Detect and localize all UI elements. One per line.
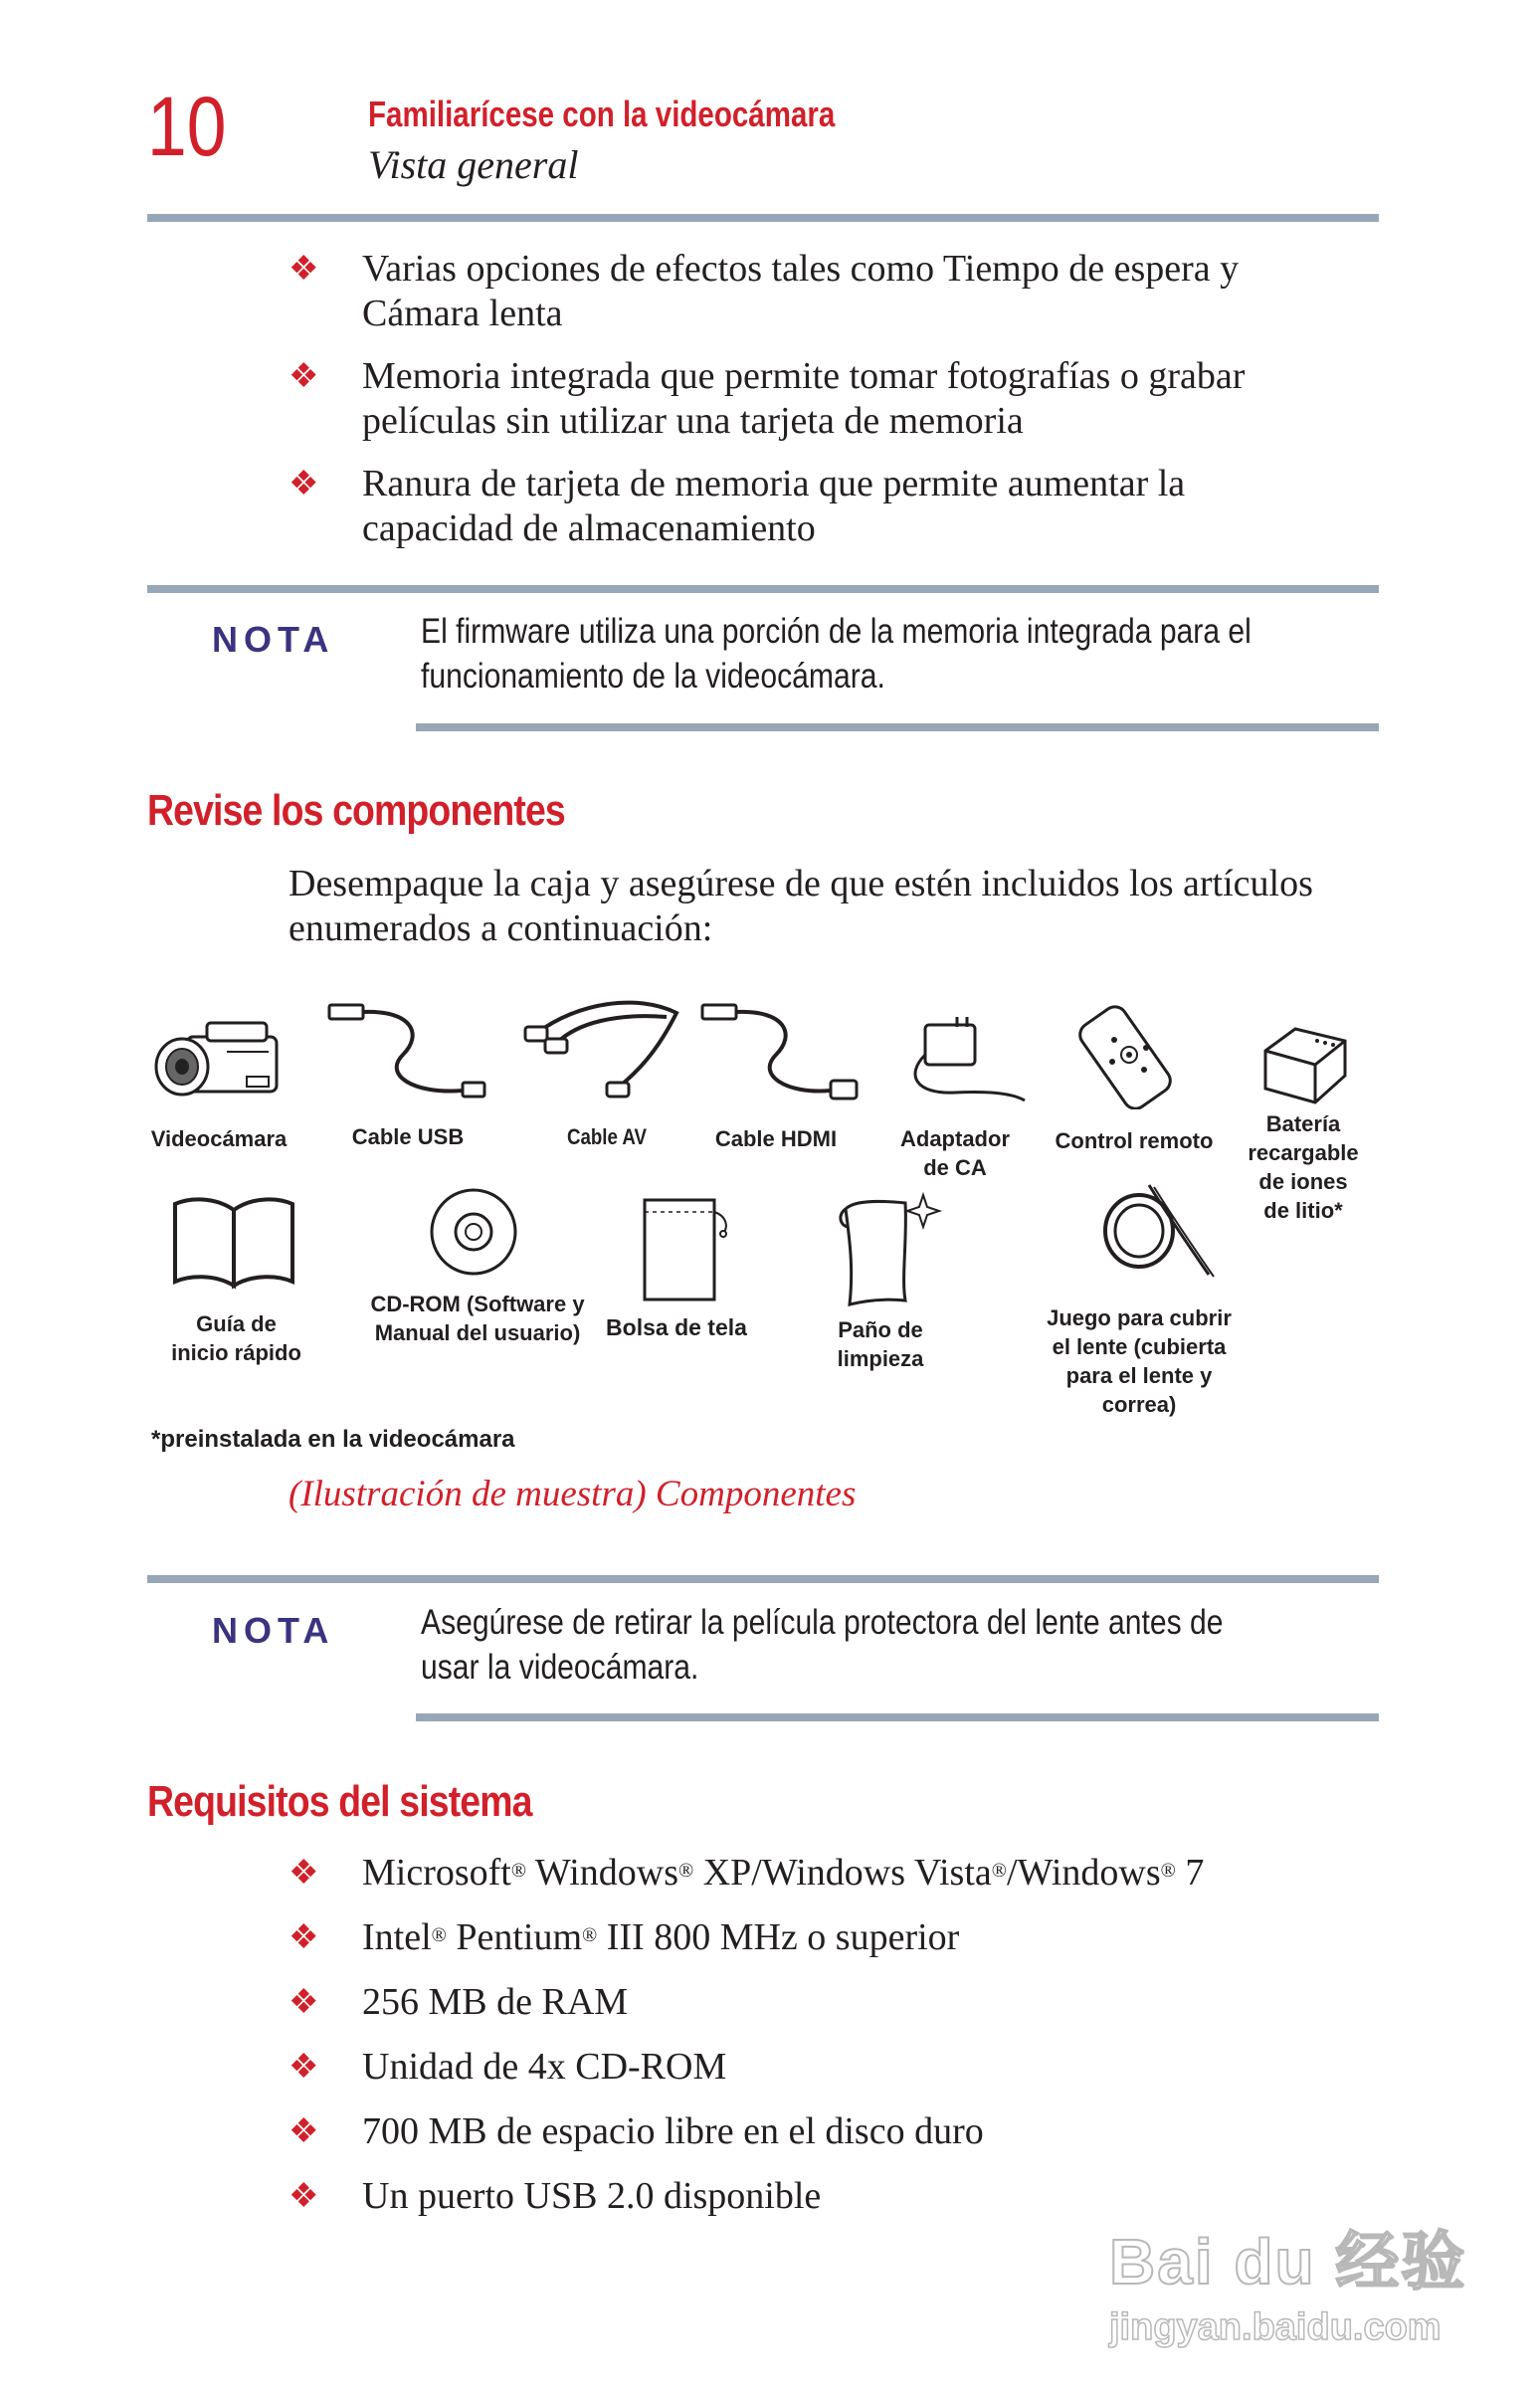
note1-top-rule (147, 585, 1379, 593)
diamond-bullet-icon: ❖ (289, 1919, 319, 1956)
diamond-bullet-icon: ❖ (289, 1855, 319, 1892)
list-item: ❖ Microsoft® Windows® XP/Windows Vista®/Windows® 7 (289, 1852, 1205, 1894)
usb-cable-illustration (323, 995, 502, 1106)
diamond-bullet-icon: ❖ (289, 251, 319, 288)
components-intro: Desempaque la caja y asegúrese de que estén incluidos los artículos enumerados a continuación: (289, 863, 1313, 949)
lens-cover-kit-illustration (1094, 1179, 1224, 1289)
list-item: ❖ 256 MB de RAM (289, 1981, 629, 2023)
list-item: ❖ 700 MB de espacio libre en el disco duro (289, 2110, 984, 2152)
list-item: ❖ Un puerto USB 2.0 disponible (289, 2175, 822, 2217)
label-cleaning-cloth: Paño de limpieza (837, 1317, 924, 1371)
figure-caption: (Ilustración de muestra) Componentes (289, 1474, 857, 1514)
label-usb-cable: Cable USB (351, 1124, 465, 1149)
label-camcorder: Videocámara (150, 1126, 288, 1151)
quick-start-guide-illustration (169, 1192, 298, 1292)
label-lens-cover-kit: Juego para cubrir el lente (cubierta para el lente y correa) (1047, 1305, 1232, 1417)
diamond-bullet-icon: ❖ (289, 466, 319, 502)
chapter-title: Familiarícese con la videocámara (368, 94, 836, 134)
note2-bottom-rule (416, 1713, 1379, 1721)
cloth-bag-illustration (637, 1196, 736, 1305)
label-hdmi-cable: Cable HDMI (714, 1126, 838, 1151)
remote-control-illustration (1074, 1000, 1194, 1109)
diamond-bullet-icon: ❖ (289, 2049, 319, 2086)
label-cd-rom: CD-ROM (Software y Manual del usuario) (370, 1292, 585, 1345)
section-title: Vista general (368, 142, 579, 187)
intro-bullet-list (289, 247, 1343, 551)
diamond-bullet-icon: ❖ (289, 2178, 319, 2215)
note1-bottom-rule (416, 723, 1379, 731)
label-ac-adapter: Adaptador de CA (900, 1126, 1010, 1180)
cd-rom-illustration (426, 1184, 521, 1280)
note2-text: Asegúrese de retirar la película protectora del lente antes de usar la videocámara. (421, 1603, 1224, 1687)
list-item: ❖ Ranura de tarjeta de memoria que permite aumentar la capacidad de almacenamiento (289, 463, 1186, 549)
cleaning-cloth-illustration (836, 1189, 945, 1308)
camcorder-illustration (147, 1007, 287, 1116)
hdmi-cable-illustration (696, 995, 875, 1106)
baidu-watermark-url: jingyan.baidu.com (1109, 2306, 1442, 2348)
components-heading: Revise los componentes (147, 786, 565, 835)
av-cable-illustration (517, 993, 686, 1104)
note2-label: NOTA (212, 1610, 335, 1651)
list-item: ❖ Intel® Pentium® III 800 MHz o superior (289, 1916, 960, 1958)
header-rule (147, 214, 1379, 222)
label-battery: Batería recargable de iones de litio* (1248, 1111, 1359, 1223)
note2-top-rule (147, 1575, 1379, 1583)
components-footnote: *preinstalada en la videocámara (151, 1426, 515, 1453)
label-cloth-bag: Bolsa de tela (606, 1314, 747, 1340)
diamond-bullet-icon: ❖ (289, 358, 319, 395)
requirements-list (289, 1851, 1343, 2219)
battery-illustration (1255, 1021, 1355, 1110)
ac-adapter-illustration (895, 1005, 1035, 1104)
note1-label: NOTA (212, 619, 335, 660)
label-remote-control: Control remoto (1055, 1128, 1214, 1153)
baidu-watermark-logo: Bai du 经验 (1109, 2226, 1467, 2298)
label-quick-start-guide: Guía de inicio rápido (171, 1311, 301, 1365)
note1-text: El firmware utiliza una porción de la memoria integrada para el funcionamiento de la videocámara. (421, 612, 1251, 696)
label-av-cable: Cable AV (566, 1124, 648, 1149)
diamond-bullet-icon: ❖ (289, 1984, 319, 2021)
diamond-bullet-icon: ❖ (289, 2113, 319, 2150)
list-item: ❖ Memoria integrada que permite tomar fotografías o grabar películas sin utilizar una tarjeta de memoria (289, 355, 1246, 442)
list-item: ❖ Unidad de 4x CD-ROM (289, 2046, 727, 2088)
requirements-heading: Requisitos del sistema (147, 1777, 532, 1826)
list-item: ❖ Varias opciones de efectos tales como Tiempo de espera y Cámara lenta (289, 248, 1240, 334)
page-number: 10 (147, 80, 227, 173)
